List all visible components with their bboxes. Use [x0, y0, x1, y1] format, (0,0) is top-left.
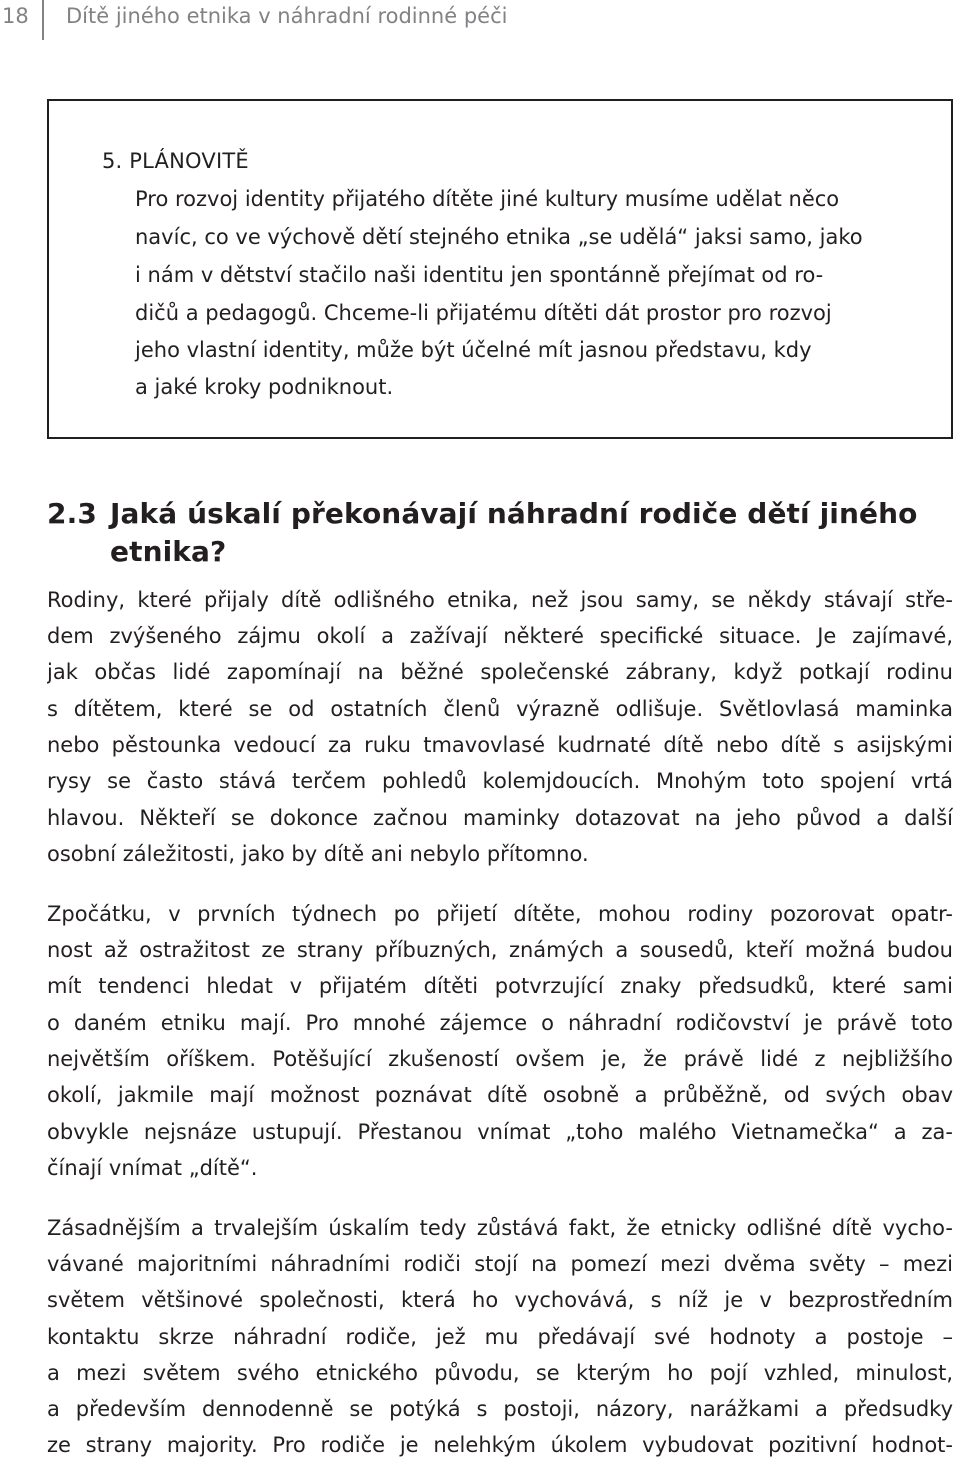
paragraph-line: rysy se často stává terčem pohledů kolemjdoucích. Mnohým toto spojení vrtá — [47, 769, 953, 793]
paragraph-line: ze strany majority. Pro rodiče je nelehkým úkolem vybudovat pozitivní hodnot- — [47, 1433, 953, 1457]
running-header — [0, 0, 960, 42]
paragraph-line: největším oříškem. Potěšující zkušeností ovšem je, že právě lidé z nejbližšího — [47, 1047, 953, 1071]
paragraph-line: vávané majoritními náhradními rodiči stojí na pomezí mezi dvěma světy – mezi — [47, 1252, 953, 1276]
running-title: Dítě jiného etnika v náhradní rodinné péči — [66, 4, 508, 28]
paragraph-line: osobní záležitosti, jako by dítě ani nebylo přítomno. — [47, 842, 589, 866]
paragraph-line: dem zvýšeného zájmu okolí a zažívají některé specifické situace. Je zajímavé, — [47, 624, 953, 648]
paragraph-line: světem většinové společnosti, která ho vychovává, s níž je v bezprostředním — [47, 1288, 953, 1312]
box-line: a jaké kroky podniknout. — [135, 375, 394, 399]
paragraph-line: a mezi světem svého etnického původu, se kterým ho pojí vzhled, minulost, — [47, 1361, 953, 1385]
paragraph-line: a především dennodenně se potýká s postoji, názory, narážkami a předsudky — [47, 1397, 953, 1421]
paragraph-line: hlavou. Někteří se dokonce začnou maminky dotazovat na jeho původ a další — [47, 806, 953, 830]
page-number: 18 — [2, 4, 29, 28]
paragraph-line: Zásadnějším a trvalejším úskalím tedy zůstává fakt, že etnicky odlišné dítě vycho- — [47, 1216, 953, 1240]
paragraph-line: nost až ostražitost ze strany příbuzných, známých a sousedů, kteří možná budou — [47, 938, 953, 962]
paragraph-line: čínají vnímat „dítě“. — [47, 1156, 258, 1180]
section-title-line1: Jaká úskalí překonávají náhradní rodiče dětí jiného — [110, 497, 918, 530]
paragraph-line: okolí, jakmile mají možnost poznávat dítě osobně a průběžně, od svých obav — [47, 1083, 953, 1107]
paragraph-line: kontaktu skrze náhradní rodiče, jež mu předávají své hodnoty a postoje – — [47, 1325, 953, 1349]
paragraph-line: obvykle nejsnáze ustupují. Přestanou vnímat „toho malého Vietnamečka“ a za- — [47, 1120, 953, 1144]
box-line: i nám v dětství stačilo naši identitu jen spontánně přejímat od ro- — [135, 263, 824, 287]
paragraph-line: jak občas lidé zapomínají na běžné společenské zábrany, když potkají rodinu — [47, 660, 953, 684]
paragraph-line: o daném etniku mají. Pro mnohé zájemce o náhradní rodičovství je právě toto — [47, 1011, 953, 1035]
box-line: dičů a pedagogů. Chceme-li přijatému dítěti dát prostor pro rozvoj — [135, 301, 832, 325]
paragraph-line: Rodiny, které přijaly dítě odlišného etnika, než jsou samy, se někdy stávají stře- — [47, 588, 953, 612]
highlight-box — [47, 99, 953, 439]
box-line: Pro rozvoj identity přijatého dítěte jiné kultury musíme udělat něco — [135, 187, 840, 211]
box-line: navíc, co ve výchově dětí stejného etnika „se udělá“ jaksi samo, jako — [135, 225, 863, 249]
section-title-line2: etnika? — [110, 535, 227, 568]
box-line: jeho vlastní identity, může být účelné mít jasnou představu, kdy — [135, 338, 812, 362]
paragraph-line: s dítětem, které se od ostatních členů výrazně odlišuje. Světlovlasá maminka — [47, 697, 953, 721]
section-number: 2.3 — [47, 497, 97, 530]
paragraph-line: Zpočátku, v prvních týdnech po přijetí dítěte, mohou rodiny pozorovat opatr- — [47, 902, 953, 926]
paragraph-line: mít tendenci hledat v přijatém dítěti potvrzující znaky předsudků, které sami — [47, 974, 953, 998]
header-divider — [42, 0, 44, 40]
paragraph-line: nebo pěstounka vedoucí za ruku tmavovlasé kudrnaté dítě nebo dítě s asijskými — [47, 733, 953, 757]
box-title: 5. PLÁNOVITĚ — [102, 149, 249, 173]
